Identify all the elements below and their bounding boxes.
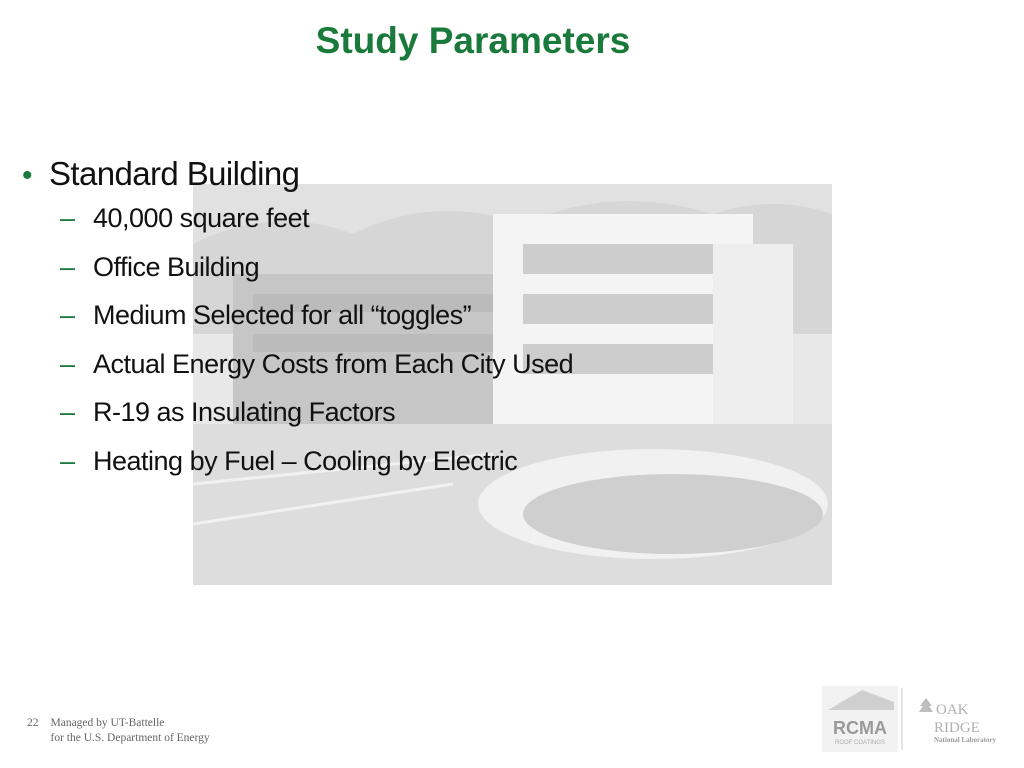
subbullet-text: Actual Energy Costs from Each City Used	[93, 348, 574, 379]
slide-title: Study Parameters	[315, 20, 631, 61]
managed-by-text	[51, 716, 210, 746]
bullet-marker: •	[22, 159, 32, 192]
footer-logos	[822, 684, 1002, 754]
subbullet-item	[60, 300, 822, 349]
subbullet-item	[60, 397, 822, 446]
ornl-sub-text: National Laboratory	[934, 736, 997, 744]
subbullet-marker: –	[60, 445, 75, 476]
subbullet-text: 40,000 square feet	[93, 203, 310, 233]
subbullet-text: Office Building	[93, 251, 260, 282]
subbullet-item	[60, 446, 822, 495]
slide-footer	[27, 716, 210, 746]
subbullet-text: R-19 as Insulating Factors	[93, 397, 396, 428]
subbullet-text: Medium Selected for all “toggles”	[93, 300, 472, 331]
bullet-item	[22, 155, 822, 203]
page-number: 22	[27, 717, 39, 729]
rcma-logo-subtext: ROOF COATINGS	[835, 740, 885, 746]
ornl-logo	[919, 698, 997, 744]
bullet-text: Standard Building	[49, 155, 300, 192]
rcma-logo-text: RCMA	[833, 718, 887, 738]
subbullet-marker: –	[60, 300, 75, 331]
ornl-oak-text: OAK	[936, 702, 969, 718]
rcma-logo	[822, 686, 898, 752]
subbullet-marker: –	[60, 251, 75, 282]
subbullet-item	[60, 203, 822, 252]
managed-line-2: for the U.S. Department of Energy	[50, 732, 210, 744]
oak-leaf-icon	[919, 698, 933, 712]
subbullet-item	[60, 252, 822, 301]
bullet-list	[22, 155, 822, 495]
subbullet-marker: –	[60, 348, 75, 379]
subbullet-marker: –	[60, 397, 75, 428]
ornl-ridge-text: RIDGE	[934, 720, 980, 736]
subbullet-marker: –	[60, 203, 75, 233]
subbullet-text: Heating by Fuel – Cooling by Electric	[93, 445, 518, 476]
managed-line-1: Managed by UT-Battelle	[50, 717, 165, 729]
subbullet-item	[60, 349, 822, 398]
